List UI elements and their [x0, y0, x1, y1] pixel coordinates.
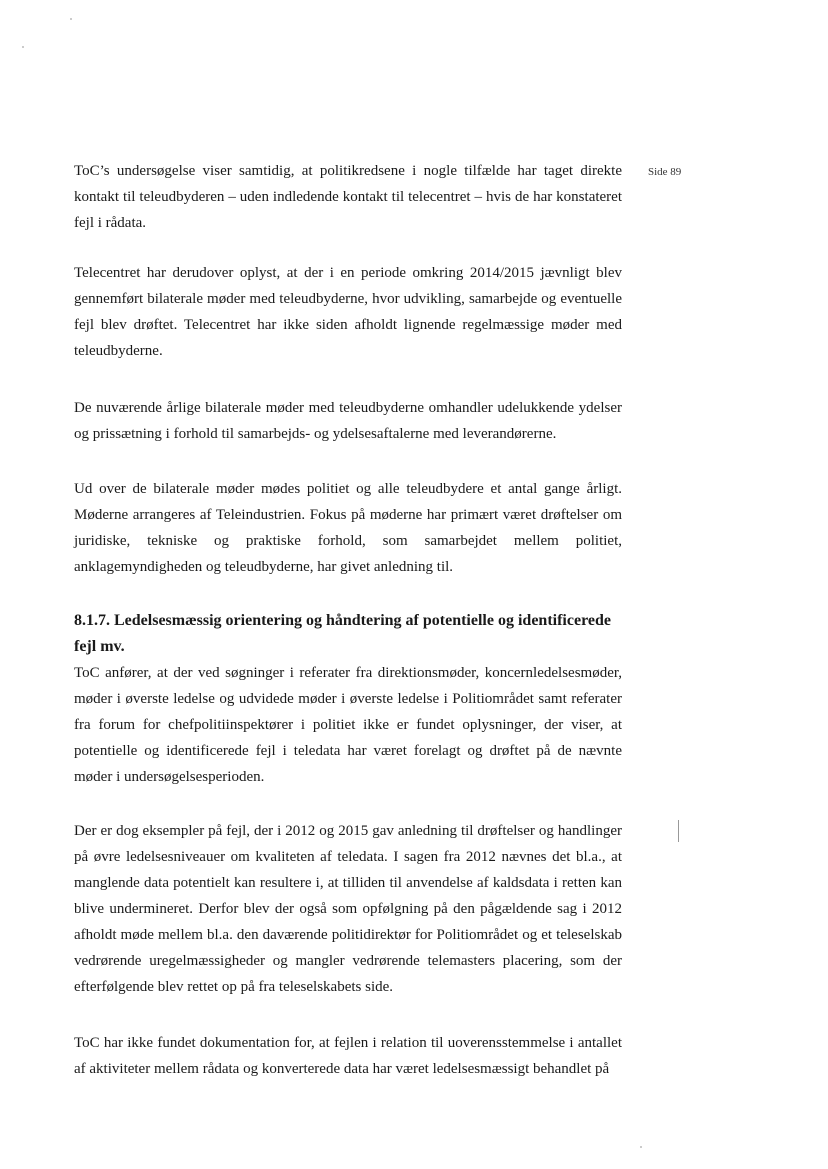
margin-mark [678, 820, 679, 842]
paragraph-1: ToC’s undersøgelse viser samtidig, at politikredsene i nogle tilfælde har taget direkte kontakt til teleudbyderen – uden indledende kontakt til telecentret – hvis de har konstateret fejl i rådata. [74, 163, 622, 231]
paragraph-6: Der er dog eksempler på fejl, der i 2012 og 2015 gav anledning til drøftelser og handlinger på øvre ledelsesniveauer om kvaliteten af teledata. I sagen fra 2012 nævnes det bl.a., at manglende data potentielt kan resultere i, at tilliden til anvendelse af kaldsdata i retten kan blive undermineret. Derfor blev der også som opfølgning på den pågældende sag i 2012 afholdt møde mellem bl.a. den daværende politidirektør for Politiområdet og et teleselskab vedrørende uregelmæssigheder og mangler vedrørende telemasters placering, som der efterfølgende blev rettet op på fra teleselskabets side. [74, 823, 622, 995]
paragraph-2: Telecentret har derudover oplyst, at der i en periode omkring 2014/2015 jævnligt blev gennemført bilaterale møder med teleudbyderne, hvor udvikling, samarbejde og eventuelle fejl blev drøftet. Telecentret har ikke siden afholdt lignende regelmæssige møder med teleudbyderne. [74, 265, 622, 359]
paragraph-3: De nuværende årlige bilaterale møder med teleudbyderne omhandler udelukkende ydelser og prissætning i forhold til samarbejds- og ydelsesaftalerne med leverandørerne. [74, 400, 622, 442]
paragraph-4: Ud over de bilaterale møder mødes politiet og alle teleudbydere et antal gange årligt. Møderne arrangeres af Teleindustrien. Fokus på møderne har primært været drøftelser om juridiske, tekniske og praktiske forhold, som samarbejdet mellem politiet, anklagemyndigheden og teleudbyderne, har givet anledning til. [74, 481, 622, 575]
scan-speck [70, 18, 72, 20]
section-heading: 8.1.7. Ledelsesmæssig orientering og håndtering af potentielle og identificerede fejl mv. [74, 612, 611, 655]
paragraph-7: ToC har ikke fundet dokumentation for, at fejlen i relation til uoverensstemmelse i antallet af aktiviteter mellem rådata og konverterede data har været ledelsesmæssigt behandlet på [74, 1035, 622, 1077]
scan-speck [640, 1146, 642, 1148]
scan-speck [22, 46, 24, 48]
paragraph-5: ToC anfører, at der ved søgninger i referater fra direktionsmøder, koncernledelsesmøder, møder i øverste ledelse og udvidede møder i øverste ledelse i Politiområdet samt referater fra forum for chefpolitiinspektører i politiet ikke er fundet oplysninger, der viser, at potentielle og identificerede fejl i teledata har været forelagt og drøftet på de nævnte møder i undersøgelsesperioden. [74, 665, 622, 785]
page-number: Side 89 [648, 166, 682, 178]
